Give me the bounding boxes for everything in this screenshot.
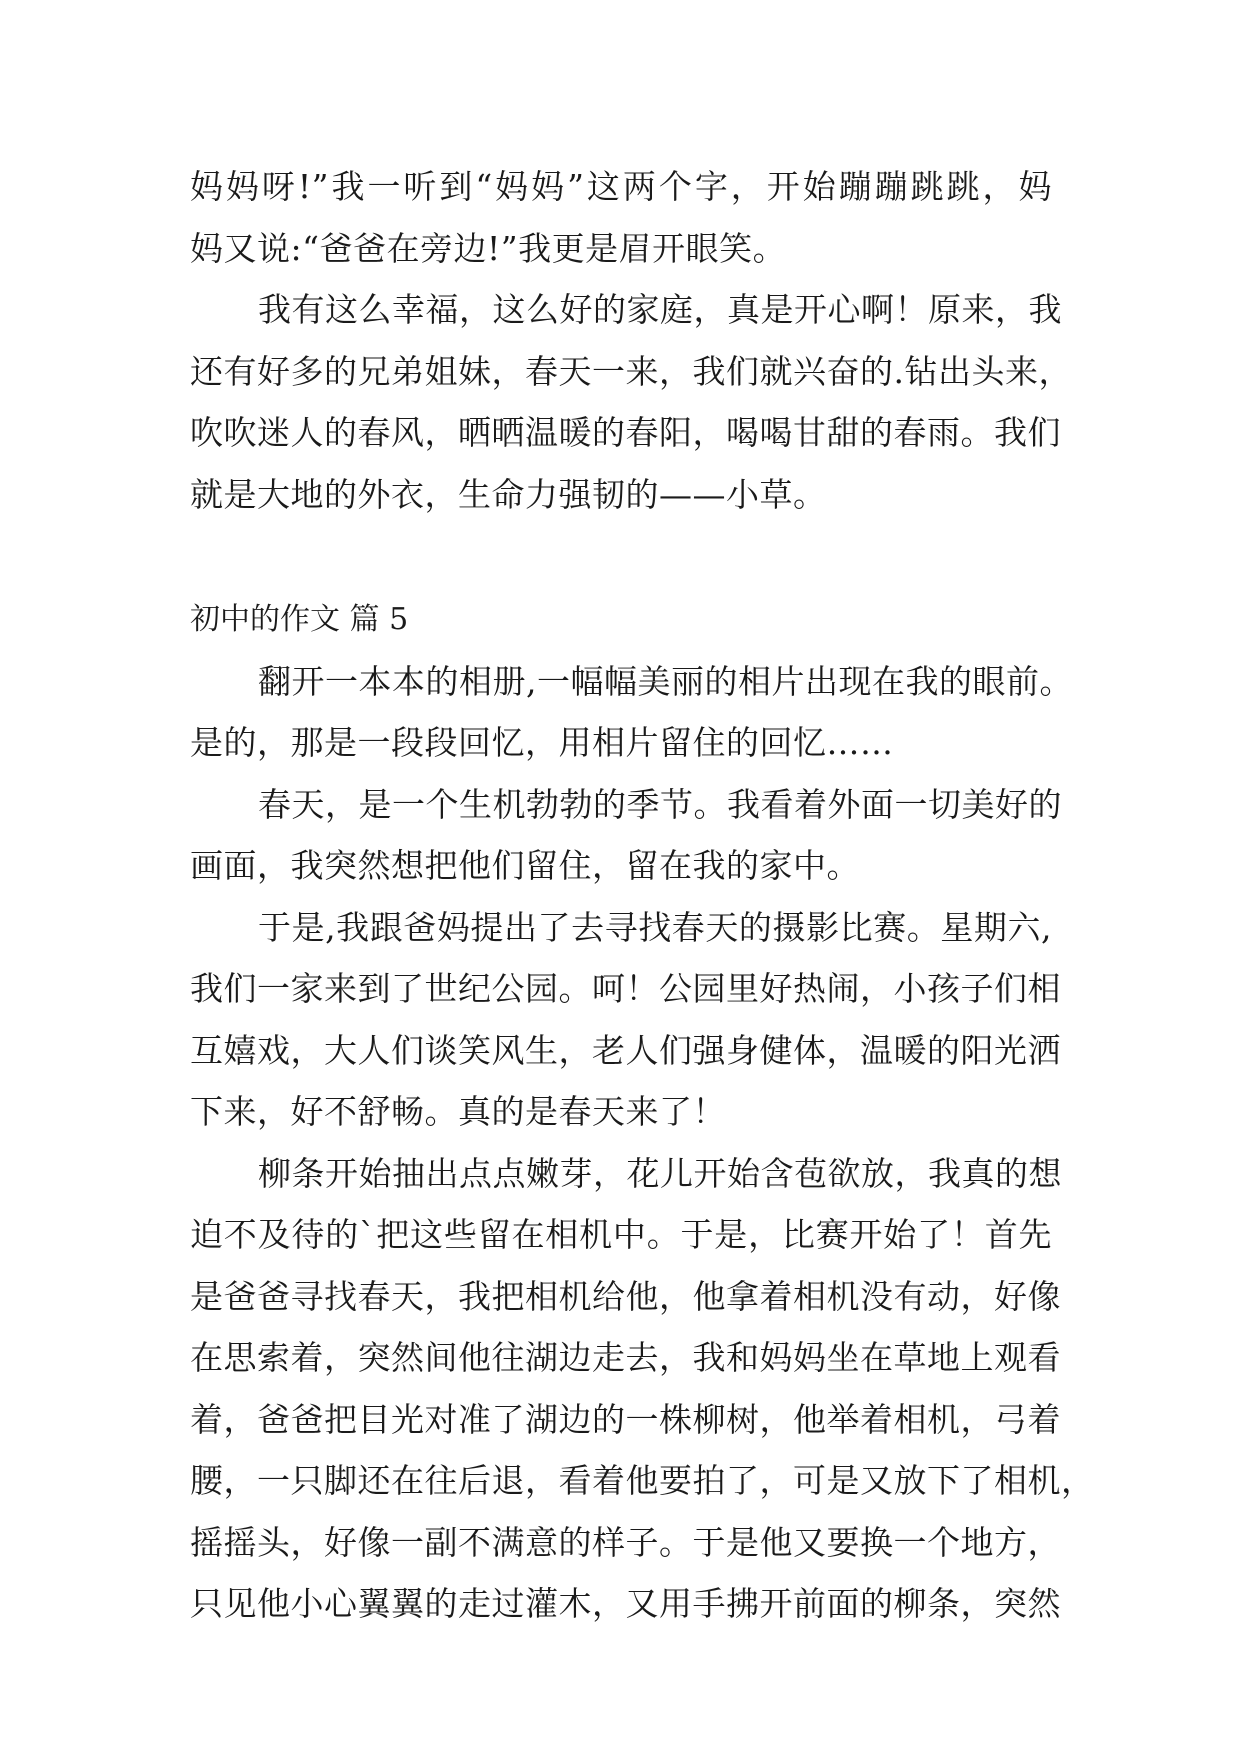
paragraph-first-line: 我有这么幸福，这么好的家庭，真是开心啊！原来，我 xyxy=(258,290,1062,329)
text-line: 在思索着，突然间他往湖边走去，我和妈妈坐在草地上观看 xyxy=(190,1338,1061,1377)
text-line: 画面，我突然想把他们留住，留在我的家中。 xyxy=(190,846,860,885)
text-line: 还有好多的兄弟姐妹，春天一来，我们就兴奋的.钻出头来， xyxy=(190,352,1072,391)
text-line: 只见他小心翼翼的走过灌木，又用手拂开前面的柳条，突然 xyxy=(190,1584,1061,1623)
text-line: 吹吹迷人的春风，晒晒温暖的春阳，喝喝甘甜的春雨。我们 xyxy=(190,413,1061,452)
text-line: 腰，一只脚还在往后退，看着他要拍了，可是又放下了相机， xyxy=(190,1461,1095,1500)
text-line: 是爸爸寻找春天，我把相机给他，他拿着相机没有动，好像 xyxy=(190,1277,1061,1316)
text-line: 妈又说:“爸爸在旁边!”我更是眉开眼笑。 xyxy=(190,229,787,268)
text-line: 是的，那是一段段回忆，用相片留住的回忆…… xyxy=(190,723,894,762)
section-heading: 初中的作文 篇 5 xyxy=(190,602,409,637)
text-line: 着，爸爸把目光对准了湖边的一株柳树，他举着相机，弓着 xyxy=(190,1400,1061,1439)
text-line: 互嬉戏，大人们谈笑风生，老人们强身健体，温暖的阳光洒 xyxy=(190,1031,1061,1070)
paragraph-first-line: 于是,我跟爸妈提出了去寻找春天的摄影比赛。星期六, xyxy=(258,908,1052,947)
text-line: 妈妈呀!”我一听到“妈妈”这两个字，开始蹦蹦跳跳，妈 xyxy=(190,167,1052,206)
text-line: 下来，好不舒畅。真的是春天来了！ xyxy=(190,1092,726,1131)
text-line: 迫不及待的`把这些留在相机中。于是，比赛开始了！首先 xyxy=(190,1215,1052,1254)
paragraph-first-line: 春天，是一个生机勃勃的季节。我看着外面一切美好的 xyxy=(258,785,1062,824)
text-line: 摇摇头，好像一副不满意的样子。于是他又要换一个地方， xyxy=(190,1523,1061,1562)
text-line: 就是大地的外衣，生命力强韧的——小草。 xyxy=(190,475,827,514)
paragraph-first-line: 翻开一本本的相册,一幅幅美丽的相片出现在我的眼前。 xyxy=(258,662,1073,701)
paragraph-first-line: 柳条开始抽出点点嫩芽，花儿开始含苞欲放，我真的想 xyxy=(258,1154,1062,1193)
text-line: 我们一家来到了世纪公园。呵！公园里好热闹，小孩子们相 xyxy=(190,969,1061,1008)
